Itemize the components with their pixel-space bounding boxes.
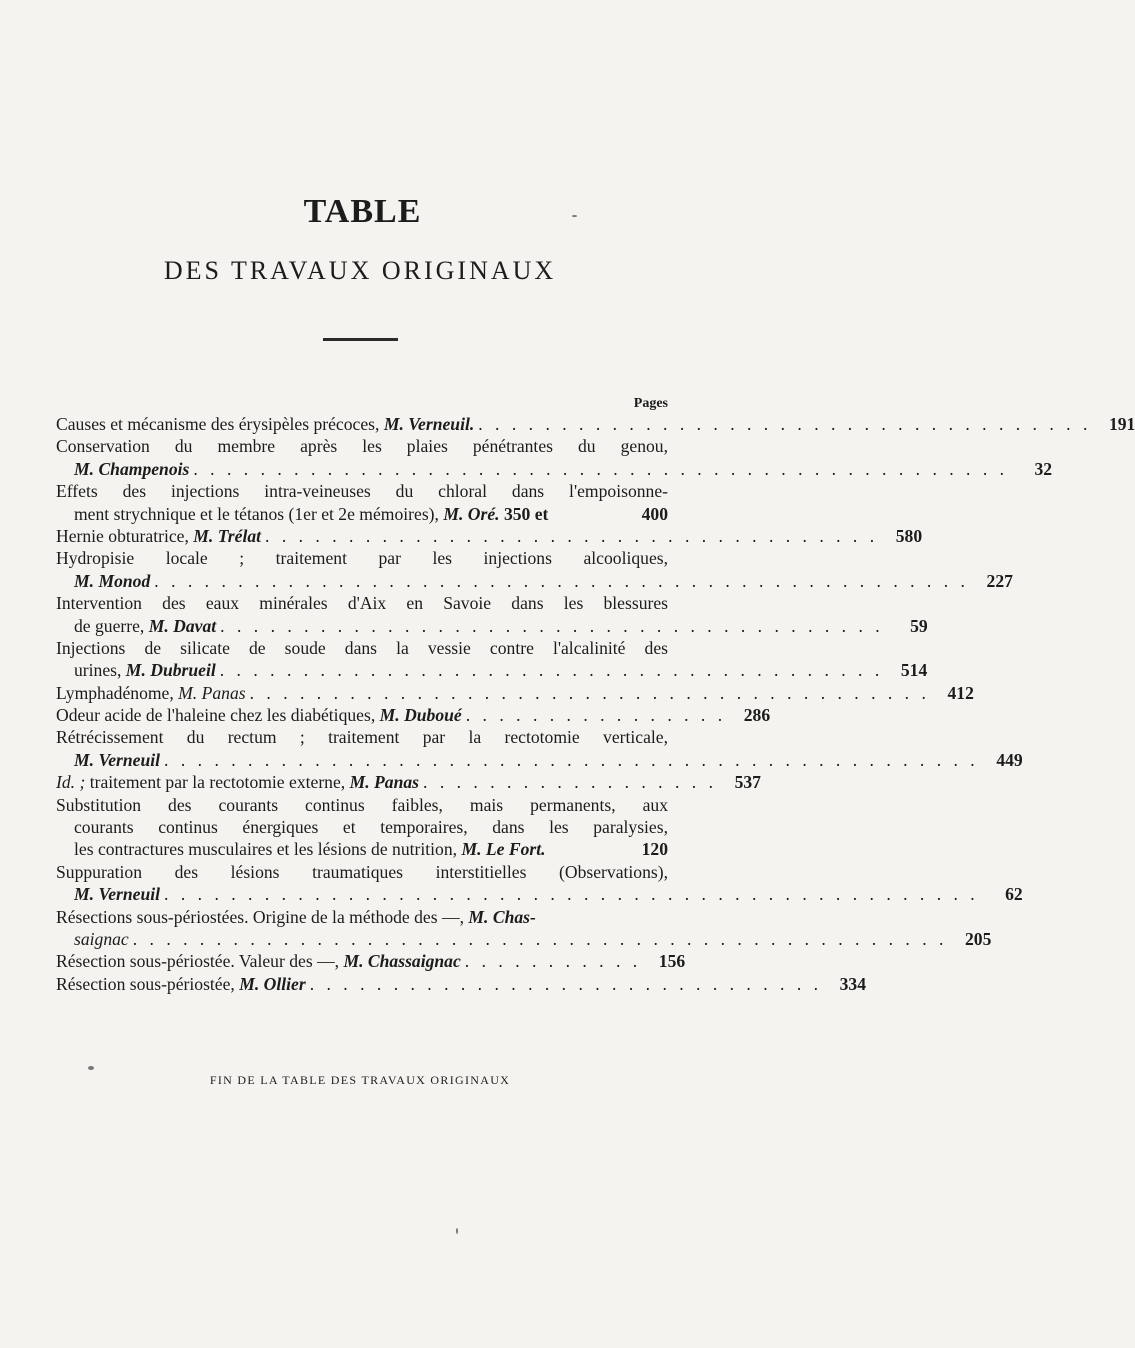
toc-entry [56,704,771,726]
print-speck [88,1066,94,1070]
entry-author: M. Monod [74,570,151,591]
leader-dots: . . . . . . . . . . . . . . . . . . . . . . . . . . . . . . . . . . . . . . . . . . . . . . . . . [164,884,979,905]
toc-entry [56,592,928,637]
entry-page: 32 [1034,458,1053,479]
entry-title: Conservation du membre après les plaies pénétrantes du genou, [56,436,668,457]
entry-title: Intervention des eaux minérales d'Aix en Savoie dans les blessures [56,593,668,614]
entry-title: Effets des injections intra-veineuses du chloral dans l'empoisonne- [56,481,668,502]
leader-dots: . . . . . . . . . . . [464,951,642,972]
entry-title-cont: urines, [74,660,126,681]
table-of-contents [56,413,1135,995]
entry-title: Résection sous-périostée, [56,973,240,994]
entry-title: Causes et mécanisme des érysipèles précoces, [56,414,384,434]
toc-entry [56,682,974,704]
entry-author: M. Verneuil [74,884,161,905]
entry-page: 334 [839,973,867,994]
toc-entry [56,547,1013,592]
entry-page: 449 [996,749,1023,770]
entry-author: M. Davat [148,615,217,636]
leader-dots: . . . . . . . . . . . . . . . . . . . . . . . . . . . . . . . . . . . . . . . . [219,660,884,681]
entry-title: Substitution des courants continus faibles, mais permanents, aux [56,794,668,815]
entry-author: M. Trélat [193,525,262,546]
entry-author: M. Le Fort. [461,839,546,860]
entry-author: M. Panas [349,772,420,793]
page-title: TABLE [303,193,422,230]
leader-dots: . . . . . . . . . . . . . . . . . . . . . . . . . . . . . . . . . . . . . . . . . . . . . . . . . [164,749,979,770]
entry-page-prefix: 350 et [503,503,549,524]
entry-title-cont: de guerre, [74,615,149,636]
leader-dots: . . . . . . . . . . . . . . . . . . . . . . . . . . . . . . . . . . . . . . . . . . . . . . . . . [154,570,969,591]
entry-author: M. Chas- [468,906,536,927]
entry-page: 62 [1005,884,1023,905]
toc-entry [56,525,923,547]
entry-page: 191 [1108,414,1135,434]
entry-title: Rétrécissement du rectum ; traitement par la rectotomie verticale, [56,727,668,748]
entry-title: Suppuration des lésions traumatiques interstitielles (Observations), [56,861,668,882]
entry-title: Odeur acide de l'haleine chez les diabétiques, [56,705,380,726]
leader-dots: . . . . . . . . . . . . . . . . . . . . . . . . . . . . . . . [309,973,823,994]
page-subtitle: DES TRAVAUX ORIGINAUX [163,256,557,285]
toc-entry [56,726,1023,771]
entry-title-cont: ment strychnique et le tétanos (1er et 2e mémoires), [74,503,444,524]
entry-page: 580 [895,525,923,546]
entry-page: 400 [641,503,668,524]
leader-dots: . . . . . . . . . . . . . . . . [465,705,727,726]
entry-page: 59 [910,615,928,636]
toc-entry [56,973,867,995]
entry-title: traitement par la rectotomie externe, [85,772,350,793]
entry-page: 537 [734,772,761,793]
entry-author: M. Panas [178,682,246,703]
entry-page: 156 [658,951,686,972]
print-speck [572,215,577,217]
entry-title: Injections de silicate de soude dans la vessie contre l'alcalinité des [56,637,668,658]
entry-author: M. Verneuil. [383,414,475,434]
entry-title: Résections sous-périostées. Origine de la méthode des —, [56,906,469,927]
entry-page: 412 [947,682,974,703]
leader-dots: . . . . . . . . . . . . . . . . . . . . . . . . . . . . . . . . . . . . . . . . [220,615,884,636]
toc-entry [56,435,1053,480]
toc-entry [56,637,928,682]
entry-page: 514 [900,660,928,681]
title-rule [323,338,398,341]
leader-dots: . . . . . . . . . . . . . . . . . . [423,772,717,793]
entry-title: Lymphadénome, [56,682,179,703]
leader-dots: . . . . . . . . . . . . . . . . . . . . . . . . . . . . . . . . . . . . . [478,414,1092,434]
entry-title-cont: les contractures musculaires et les lésions de nutrition, [74,839,462,860]
entry-author: M. Duboué [379,705,462,726]
entry-title: Hydropisie locale ; traitement par les injections alcooliques, [56,548,668,569]
leader-dots: . . . . . . . . . . . . . . . . . . . . . . . . . . . . . . . . . . . . . . . . . . . . . . . . . [132,928,948,949]
toc-entry [56,794,668,861]
toc-entry [56,906,992,951]
entry-page: 227 [986,570,1013,591]
entry-page: 120 [641,839,668,860]
entry-author: M. Verneuil [74,749,161,770]
toc-entry [56,480,668,525]
entry-author: M. Dubrueil [125,660,216,681]
entry-page: 205 [965,928,992,949]
page-footer: FIN DE LA TABLE DES TRAVAUX ORIGINAUX [209,1073,511,1087]
entry-ibid: Id. ; [56,772,86,793]
toc-entry [56,950,686,972]
print-speck [456,1228,458,1234]
entry-title: Résection sous-périostée. Valeur des —, [56,951,344,972]
leader-dots: . . . . . . . . . . . . . . . . . . . . . . . . . . . . . . . . . . . . . . . . . [249,682,930,703]
entry-author: M. Ollier [239,973,306,994]
entry-author: M. Oré. [443,503,500,524]
entry-author-cont: saignac [74,928,129,949]
entry-title: Hernie obturatrice, [56,525,194,546]
entry-author: M. Chassaignac [343,951,461,972]
pages-column-header: Pages [633,396,668,411]
entry-title-cont: courants continus énergiques et temporaires, dans les paralysies, [74,817,668,838]
toc-entry [56,771,761,793]
entry-author: M. Champenois [74,458,190,479]
leader-dots: . . . . . . . . . . . . . . . . . . . . . . . . . . . . . . . . . . . . . [265,525,879,546]
toc-entry [56,861,1023,906]
leader-dots: . . . . . . . . . . . . . . . . . . . . . . . . . . . . . . . . . . . . . . . . . . . . . . . . . [193,458,1009,479]
entry-page: 286 [743,705,771,726]
toc-entry [56,413,1135,435]
